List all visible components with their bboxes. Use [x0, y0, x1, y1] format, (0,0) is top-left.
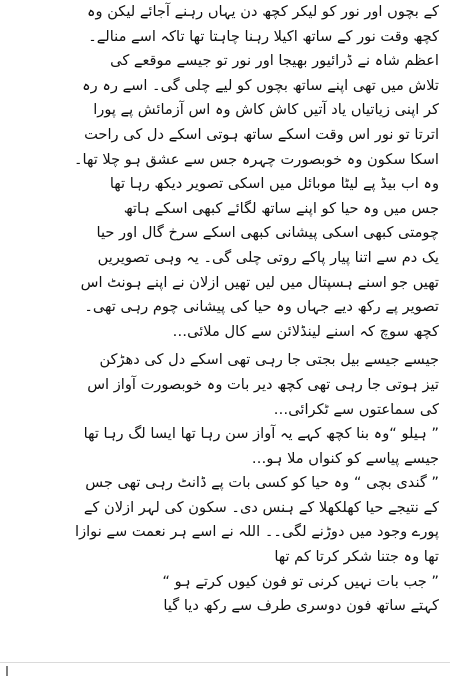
text-line: تصویر پے رکھ دیے جہاں وہ حیا کی پیشانی چوم رہی تھی۔ [84, 298, 439, 316]
text-line: پورے وجود میں دوڑنے لگی۔۔ اللہ نے اسے ہر نعمت سے نوازا [75, 523, 439, 541]
text-line: اعظم شاہ نے ڈرائیور بھیجا اور نور تو جیسے موقعے کی [110, 52, 439, 70]
text-line: اسکا سکون وہ خوبصورت چہرہ جس سے عشق ہو چلا تھا۔ [73, 150, 439, 168]
urdu-text-body [11, 0, 439, 619]
text-line: کے نتیجے حیا کھلکھلا کے ہنس دی۔ سکون کی لہر ازلان کے [83, 498, 439, 516]
text-line: تیز ہوتی جا رہی تھی کچھ دیر بات وہ خوبصورت آواز اس [87, 375, 439, 393]
text-line: کہتے ساتھ فون دوسری طرف سے رکھ دیا گیا [163, 597, 439, 615]
text-line: تلاش میں تھی اپنے ساتھ بچوں کو لیے چلی گی۔ اسے رہ رہ [82, 76, 439, 94]
text-line: اترتا تو نور اس وقت اسکے ساتھ ہوتی اسکے دل کی راحت [84, 125, 439, 143]
text-line: ” ہیلو “وہ بنا کچھ کہے یہ آواز سن رہا تھا ایسا لگ رہا تھا [83, 425, 439, 443]
text-line: جیسے پیاسے کو کنواں ملا ہو… [251, 449, 439, 467]
text-line: کچھ سوچ کہ اسنے لینڈلائن سے کال ملائی… [172, 322, 439, 340]
text-line: یک دم سے اتنا پیار پاکے روتی چلی گی۔ یہ وہی تصویریں [97, 248, 439, 266]
edge-marker [6, 666, 8, 676]
text-line: تھا وہ جتنا شکر کرتا کم تھا [274, 548, 439, 566]
text-line: کر اپنی زیاتیاں یاد آتیں کاش کاش وہ اس آزمائش پے پورا [93, 101, 439, 119]
text-line: ” گندی بچی “ وہ حیا کو کسی بات پے ڈانٹ رہی تھی جس [85, 474, 439, 492]
bottom-edge-bar [0, 662, 450, 681]
text-line: تھیں جو اسنے ہسپتال میں لیں تھیں ازلان نے اپنے ہونٹ اس [80, 273, 439, 291]
text-line: ” جب بات نہیں کرنی تو فون کیوں کرتے ہو “ [162, 572, 439, 590]
text-line: کچھ وقت نور کے ساتھ اکیلا رہنا چاہتا تھا تاکہ اسے منالے۔ [88, 27, 439, 45]
text-line: کے بچوں اور نور کو لیکر کچھ دن یہاں رہنے آجائے لیکن وہ [86, 3, 439, 20]
text-line: جیسے جیسے بیل بجتی جا رہی تھی اسکے دل کی دھڑکن [99, 351, 439, 369]
text-line: چومتی کبھی اسکی پیشانی کبھی اسکے سرخ گال اور حیا [96, 224, 439, 242]
text-line: جس میں وہ حیا کو اپنے ساتھ لگائے کبھی اسکے ہاتھ [123, 199, 439, 217]
text-line: وہ اب بیڈ پے لیٹا موبائل میں اسکی تصویر دیکھ رہا تھا [109, 175, 439, 193]
text-line: کی سماعتوں سے ٹکرائی… [273, 400, 439, 418]
